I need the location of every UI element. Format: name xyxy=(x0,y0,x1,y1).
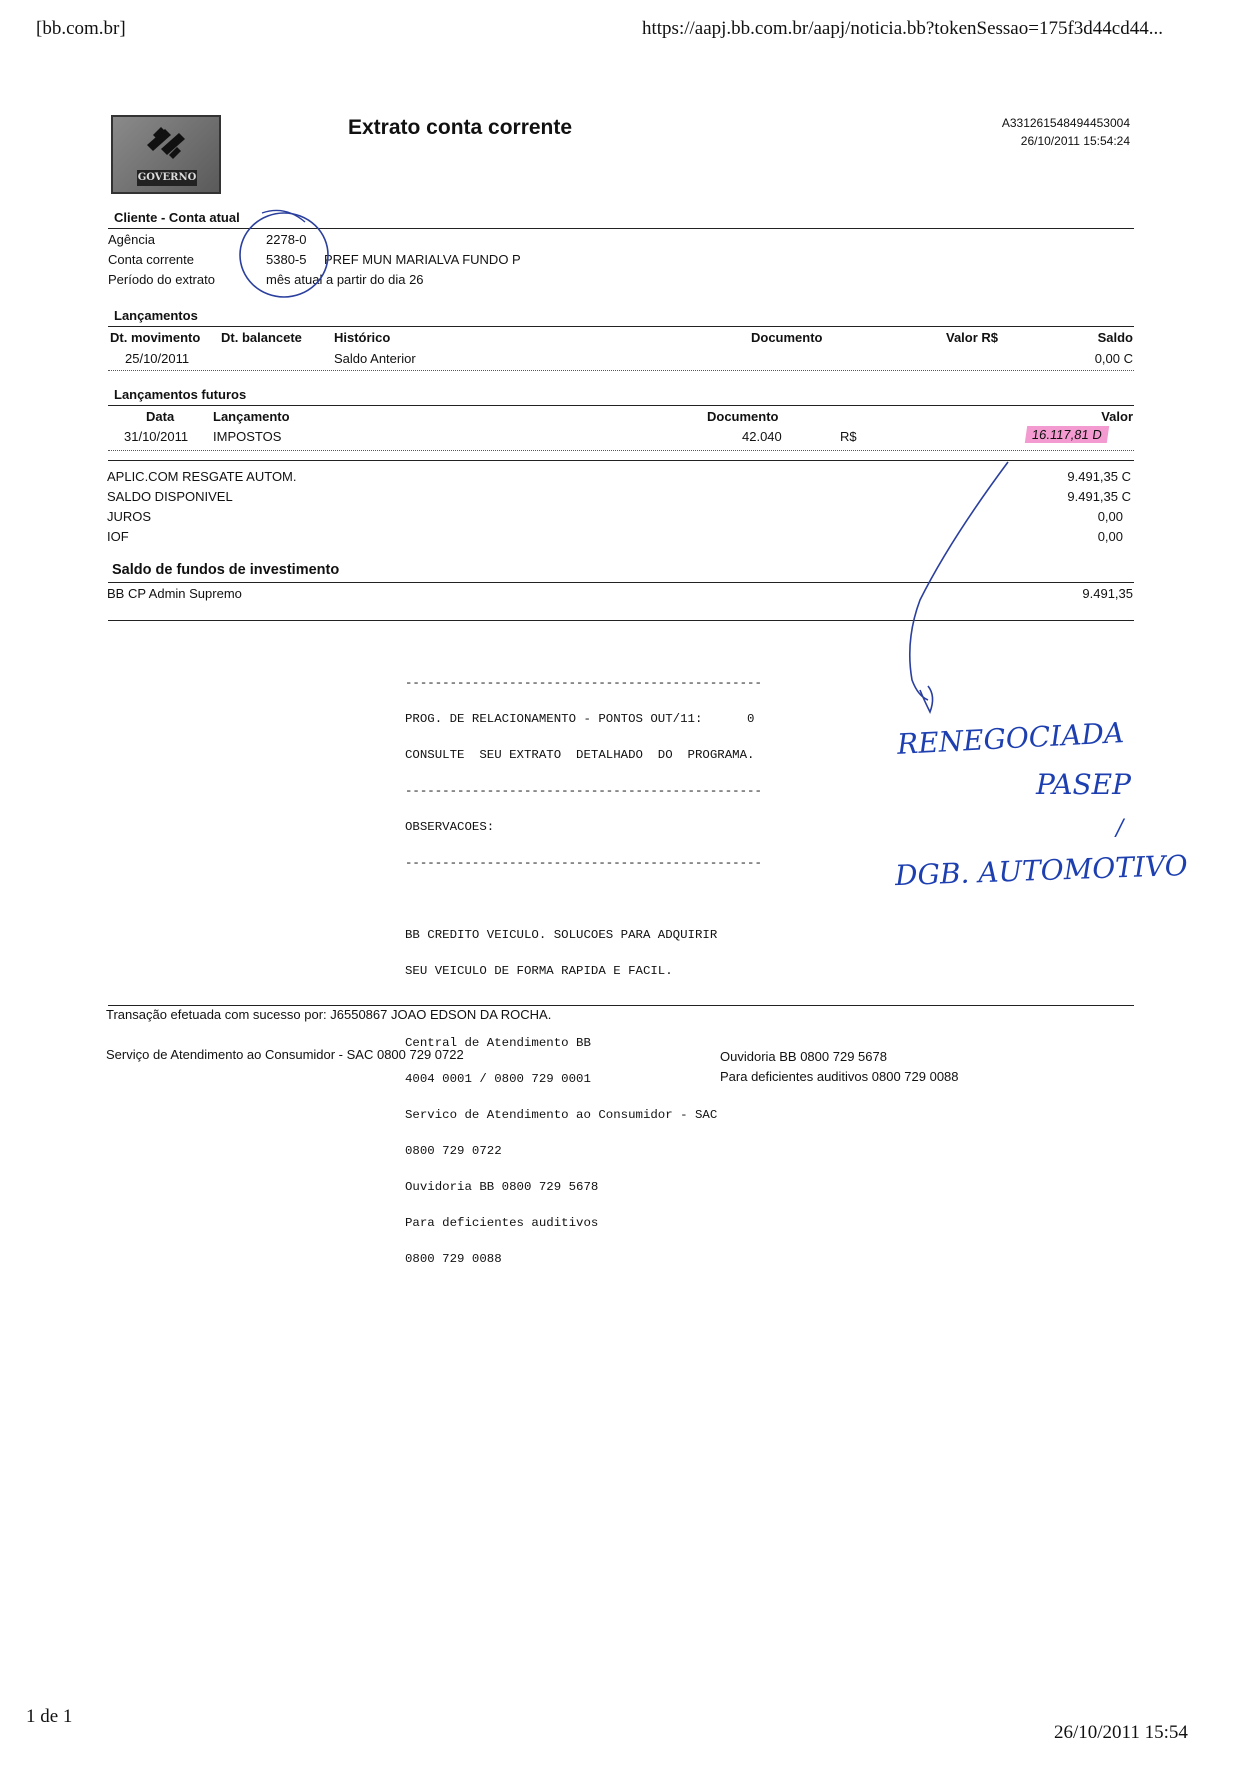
col-documento: Documento xyxy=(751,330,823,345)
row-moeda: R$ xyxy=(840,429,857,444)
notes-line: BB CREDITO VEICULO. SOLUCOES PARA ADQUIRIR xyxy=(405,928,718,942)
agencia-label: Agência xyxy=(108,232,155,247)
row-lancamento: IMPOSTOS xyxy=(213,429,282,444)
fundo-value: 9.491,35 xyxy=(1082,586,1133,601)
ink-arrow-line xyxy=(910,462,1008,700)
notes-line: 0800 729 0722 xyxy=(405,1144,502,1158)
logo-caption: GOVERNO xyxy=(137,170,197,186)
notes-dashes: ------------------------------------------------ xyxy=(405,856,762,870)
notes-line: OBSERVACOES: xyxy=(405,820,495,834)
col-historico: Histórico xyxy=(334,330,391,345)
handwritten-note: RENEGOCIADA xyxy=(896,716,1125,761)
futuros-heading: Lançamentos futuros xyxy=(114,387,247,402)
resumo-juros-value: 0,00 xyxy=(1097,509,1123,524)
resumo-saldo-value: 9.491,35 C xyxy=(1067,489,1131,504)
resumo-iof-value: 0,00 xyxy=(1097,529,1123,544)
col-lancamento: Lançamento xyxy=(213,409,290,424)
ink-circle xyxy=(240,213,328,297)
resumo-saldo-label: SALDO DISPONIVEL xyxy=(107,489,233,504)
notes-line: 0800 729 0088 xyxy=(405,1252,502,1266)
print-datetime: 26/10/2011 15:54 xyxy=(1054,1722,1188,1743)
handwritten-note: DGB. AUTOMOTIVO xyxy=(894,848,1189,893)
document-code: A331261548494453004 xyxy=(1001,116,1130,130)
notes-line: SEU VEICULO DE FORMA RAPIDA E FACIL. xyxy=(405,964,673,978)
col-data: Data xyxy=(146,409,175,424)
col-valor: Valor R$ xyxy=(946,330,999,345)
resumo-aplic-value: 9.491,35 C xyxy=(1067,469,1131,484)
transacao-text: Transação efetuada com sucesso por: J6550867 JOAO EDSON DA ROCHA. xyxy=(106,1007,552,1022)
col-documento-futuro: Documento xyxy=(707,409,779,424)
notes-line: CONSULTE SEU EXTRATO DETALHADO DO PROGRAMA. xyxy=(405,748,755,762)
notes-line: Central de Atendimento BB xyxy=(405,1036,591,1050)
agencia-value: 2278-0 xyxy=(266,232,307,247)
resumo-juros-label: JUROS xyxy=(107,509,152,524)
sac-text: Serviço de Atendimento ao Consumidor - SAC 0800 729 0722 xyxy=(106,1047,464,1062)
conta-name: PREF MUN MARIALVA FUNDO P xyxy=(324,252,521,267)
fundo-label: BB CP Admin Supremo xyxy=(107,586,242,601)
handwritten-note: PASEP xyxy=(1036,768,1131,801)
document-datetime: 26/10/2011 15:54:24 xyxy=(1020,134,1130,148)
lancamentos-heading: Lançamentos xyxy=(114,308,198,323)
row-data: 31/10/2011 xyxy=(124,429,189,444)
col-saldo: Saldo xyxy=(1097,330,1133,345)
row-documento: 42.040 xyxy=(742,429,782,444)
fundos-heading: Saldo de fundos de investimento xyxy=(112,562,340,578)
notes-line: PROG. DE RELACIONAMENTO - PONTOS OUT/11: 0 xyxy=(405,712,755,726)
periodo-label: Período do extrato xyxy=(108,272,215,287)
page-title: Extrato conta corrente xyxy=(348,116,573,139)
notes-line: Para deficientes auditivos xyxy=(405,1216,599,1230)
row-dt-movimento: 25/10/2011 xyxy=(125,351,190,366)
page-count: 1 de 1 xyxy=(26,1706,73,1727)
notes-dashes: ------------------------------------------------ xyxy=(405,784,762,798)
handwritten-note: / xyxy=(1116,816,1124,841)
resumo-aplic-label: APLIC.COM RESGATE AUTOM. xyxy=(107,469,297,484)
ouvidoria-text: Ouvidoria BB 0800 729 5678 xyxy=(720,1049,887,1064)
deficientes-text: Para deficientes auditivos 0800 729 0088 xyxy=(720,1069,959,1084)
divider xyxy=(108,1005,1134,1006)
row-valor: 16.117,81 D xyxy=(1025,426,1109,443)
conta-label: Conta corrente xyxy=(108,252,194,267)
row-saldo: 0,00 C xyxy=(1094,351,1133,366)
periodo-value: mês atual a partir do dia 26 xyxy=(266,272,424,287)
notes-line: Ouvidoria BB 0800 729 5678 xyxy=(405,1180,599,1194)
row-historico: Saldo Anterior xyxy=(334,351,416,366)
col-dt-movimento: Dt. movimento xyxy=(110,330,201,345)
cliente-heading: Cliente - Conta atual xyxy=(114,210,240,225)
notes-dashes: ------------------------------------------------ xyxy=(405,676,762,690)
conta-value: 5380-5 xyxy=(266,252,307,267)
col-dt-balancete: Dt. balancete xyxy=(221,330,302,345)
notes-line: Servico de Atendimento ao Consumidor - SAC xyxy=(405,1108,718,1122)
notes-line: 4004 0001 / 0800 729 0001 xyxy=(405,1072,591,1086)
site-label: [bb.com.br] xyxy=(36,18,126,39)
page-url: https://aapj.bb.com.br/aapj/noticia.bb?tokenSessao=175f3d44cd44... xyxy=(642,18,1163,39)
col-valor-futuro: Valor xyxy=(1101,409,1133,424)
resumo-iof-label: IOF xyxy=(107,529,129,544)
